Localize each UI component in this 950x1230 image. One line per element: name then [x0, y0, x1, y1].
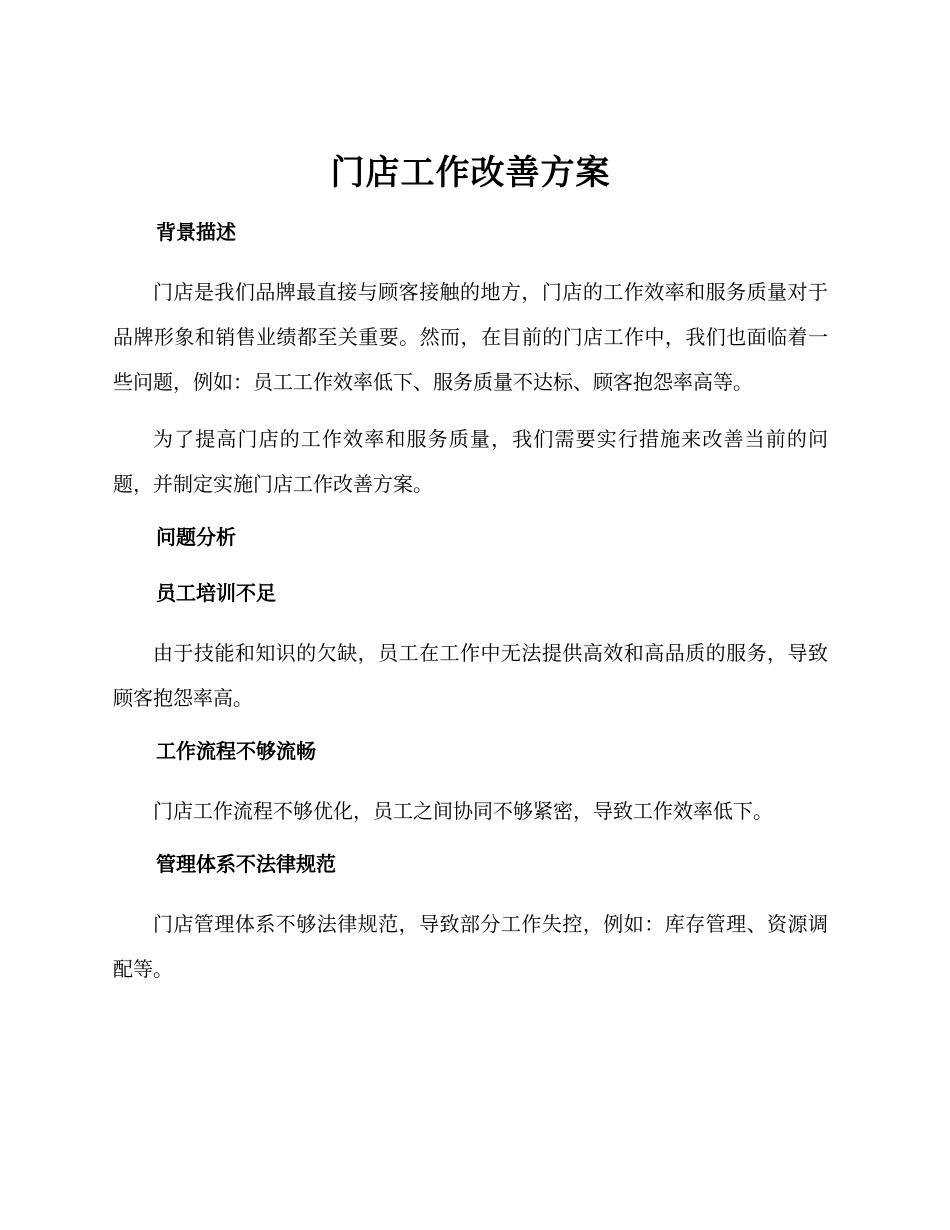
paragraph-workflow: 门店工作流程不够优化，员工之间协同不够紧密，导致工作效率低下。	[153, 799, 773, 823]
section-heading-analysis: 问题分析	[156, 525, 236, 549]
subheading-management: 管理体系不法律规范	[156, 852, 336, 876]
subheading-workflow: 工作流程不够流畅	[156, 739, 316, 763]
paragraph-background-1: 门店是我们品牌最直接与顾客接触的地方，门店的工作效率和服务质量对于品牌形象和销售业绩都至关重要。然而，在目前的门店工作中，我们也面临着一些问题，例如：员工工作效率低下、服务质量不达标、顾客抱怨率高等。	[113, 280, 828, 394]
paragraph-background-2: 为了提高门店的工作效率和服务质量，我们需要实行措施来改善当前的问题，并制定实施门店工作改善方案。	[113, 427, 828, 496]
document-title: 门店工作改善方案	[330, 153, 611, 193]
subheading-training: 员工培训不足	[156, 581, 276, 605]
paragraph-training: 由于技能和知识的欠缺，员工在工作中无法提供高效和高品质的服务，导致顾客抱怨率高。	[113, 641, 828, 710]
paragraph-management: 门店管理体系不够法律规范，导致部分工作失控，例如：库存管理、资源调配等。	[113, 912, 828, 981]
section-heading-background: 背景描述	[156, 220, 236, 244]
